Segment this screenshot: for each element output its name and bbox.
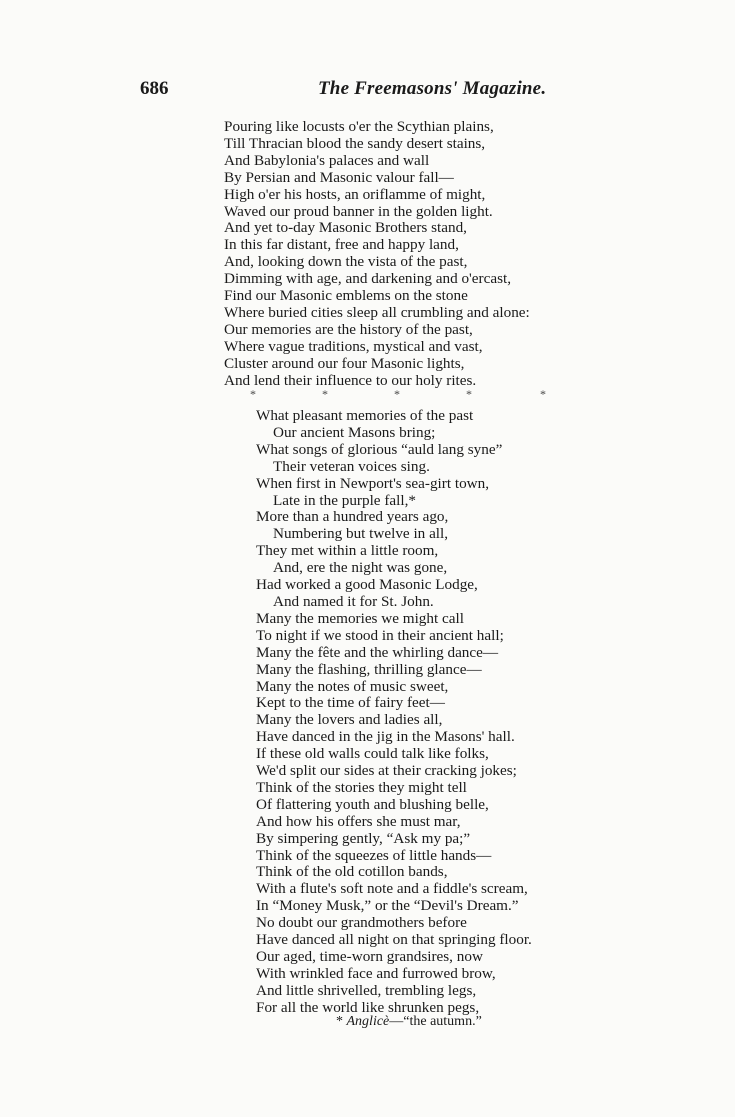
poem-line: Kept to the time of fairy feet— <box>256 694 445 712</box>
poem-line: Of flattering youth and blushing belle, <box>256 795 489 813</box>
poem-line: Where vague traditions, mystical and vast, <box>224 337 483 355</box>
poem-line: Cluster around our four Masonic lights, <box>224 354 465 372</box>
poem-line: Have danced in the jig in the Masons' hall. <box>256 728 515 746</box>
poem-line: High o'er his hosts, an oriflamme of might, <box>224 185 486 203</box>
poem-line: What songs of glorious “auld lang syne” <box>256 440 503 458</box>
poem-line: Think of the squeezes of little hands— <box>256 846 492 864</box>
running-title: The Freemasons' Magazine. <box>318 78 547 99</box>
poem-line: Many the flashing, thrilling glance— <box>256 660 482 678</box>
poem-line: For all the world like shrunken pegs, <box>256 998 480 1016</box>
poem-line: And, looking down the vista of the past, <box>224 253 468 271</box>
poem-line: And named it for St. John. <box>273 592 434 610</box>
poem-line: Dimming with age, and darkening and o'ercast, <box>224 270 511 288</box>
poem-line: By simpering gently, “Ask my pa;” <box>256 829 471 847</box>
page-header <box>0 78 735 102</box>
poem-line: Many the memories we might call <box>256 609 464 627</box>
poem-line: Our aged, time-worn grandsires, now <box>256 948 483 965</box>
poem-line: And yet to-day Masonic Brothers stand, <box>224 219 467 237</box>
poem-line: Think of the old cotillon bands, <box>256 863 448 881</box>
separator-asterisk: * <box>540 387 546 401</box>
poem-line: And Babylonia's palaces and wall <box>224 151 430 169</box>
poem-stanza-2 <box>256 408 532 1017</box>
poem-line: Late in the purple fall,* <box>273 491 416 509</box>
footnote-marker: * <box>336 1014 347 1029</box>
poem-line: Many the lovers and ladies all, <box>256 711 443 729</box>
poem-line: Think of the stories they might tell <box>256 778 467 796</box>
poem-line: No doubt our grandmothers before <box>256 914 467 932</box>
poem-line: And, ere the night was gone, <box>273 559 448 577</box>
poem-line: Many the fête and the whirling dance— <box>256 643 499 661</box>
poem-line: Find our Masonic emblems on the stone <box>224 287 468 305</box>
poem-stanza-1 <box>224 119 530 390</box>
poem-line: With a flute's soft note and a fiddle's scream, <box>256 880 528 898</box>
poem-line: Till Thracian blood the sandy desert stains, <box>224 134 486 152</box>
poem-line: Many the notes of music sweet, <box>256 677 449 695</box>
poem-line: With wrinkled face and furrowed brow, <box>256 964 496 982</box>
poem-line: In this far distant, free and happy land, <box>224 236 459 254</box>
poem-line: In “Money Musk,” or the “Devil's Dream.” <box>256 897 519 915</box>
poem-line: By Persian and Masonic valour fall— <box>224 168 454 186</box>
separator-asterisk: * <box>466 387 472 401</box>
poem-line: Their veteran voices sing. <box>273 457 430 475</box>
separator-asterisk: * <box>250 387 256 401</box>
poem-line: When first in Newport's sea-girt town, <box>256 474 490 492</box>
poem-line: What pleasant memories of the past <box>256 407 474 424</box>
poem-line: Waved our proud banner in the golden light. <box>224 202 493 220</box>
separator-asterisk: * <box>394 387 400 401</box>
poem-line: More than a hundred years ago, <box>256 508 449 526</box>
poem-line: If these old walls could talk like folks, <box>256 745 489 763</box>
page-number: 686 <box>140 78 169 99</box>
poem-line: Had worked a good Masonic Lodge, <box>256 576 478 594</box>
poem-line: Pouring like locusts o'er the Scythian plains, <box>224 118 494 135</box>
poem-line: Numbering but twelve in all, <box>273 525 449 543</box>
poem-line: And lend their influence to our holy rites. <box>224 371 477 389</box>
poem-line: We'd split our sides at their cracking jokes; <box>256 762 517 780</box>
footnote <box>336 1014 482 1030</box>
footnote-text: —“the autumn.” <box>389 1014 482 1029</box>
footnote-term: Anglicè <box>346 1014 390 1029</box>
poem-line: They met within a little room, <box>256 542 439 560</box>
poem-line: And how his offers she must mar, <box>256 812 461 830</box>
poem-line: And little shrivelled, trembling legs, <box>256 981 477 999</box>
poem-line: Have danced all night on that springing floor. <box>256 931 532 949</box>
poem-line: Where buried cities sleep all crumbling and alone: <box>224 303 530 321</box>
poem-line: Our memories are the history of the past, <box>224 320 473 338</box>
separator-asterisk: * <box>322 387 328 401</box>
poem-line: Our ancient Masons bring; <box>273 423 436 441</box>
section-separator <box>250 387 550 401</box>
poem-line: To night if we stood in their ancient hall; <box>256 626 504 644</box>
